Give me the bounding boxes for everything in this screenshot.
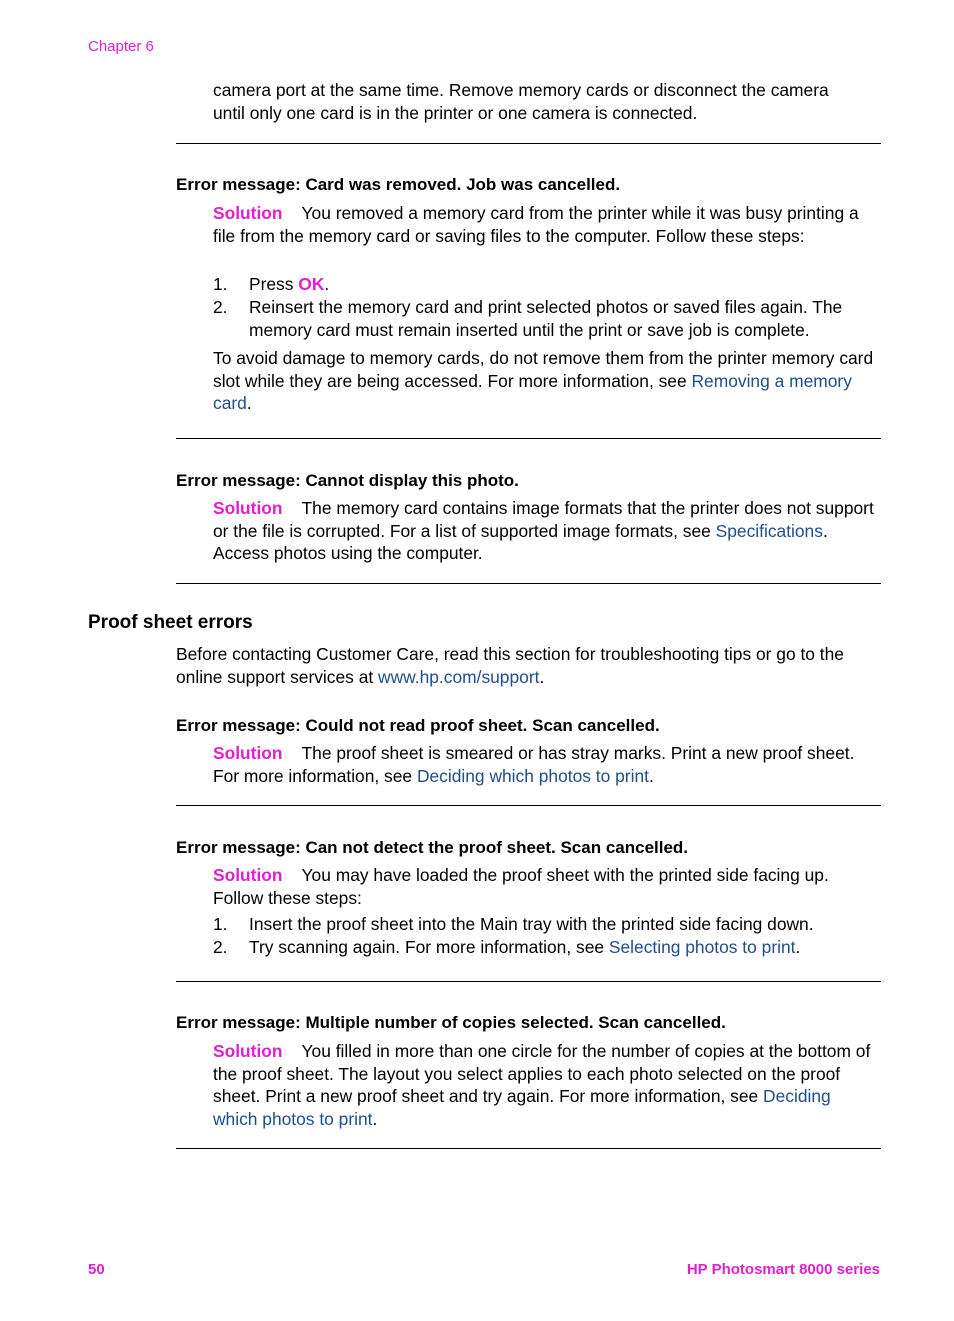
link-deciding-which-photos[interactable]: Deciding which photos to print: [213, 1086, 831, 1129]
solution-text-end: . Access photos using the computer.: [213, 520, 828, 563]
step-text: Press: [249, 274, 299, 294]
solution-text: The proof sheet is smeared or has stray marks. Print a new proof sheet. For more information, see: [213, 743, 855, 786]
list-item-press-ok: [249, 273, 879, 296]
solution-paragraph-cannot-display: [213, 497, 878, 565]
list-number: 1.: [213, 914, 228, 934]
page-number: 50: [88, 1261, 105, 1278]
section-title-proof-sheet-errors: Proof sheet errors: [88, 612, 253, 633]
solution-label: Solution: [213, 743, 283, 763]
error-heading-could-not-read: Error message: Could not read proof sheet. Scan cancelled.: [176, 716, 660, 735]
solution-text: You filled in more than one circle for the number of copies at the bottom of the proof sheet. The layout you select applies to each photo selected on the proof sheet. Print a new proof sheet and try again. For more information, see: [213, 1041, 871, 1106]
solution-text-end: .: [372, 1108, 378, 1129]
product-name: HP Photosmart 8000 series: [686, 1261, 880, 1278]
list-number: 2.: [213, 297, 228, 317]
intro-paragraph: [213, 79, 878, 124]
link-specifications[interactable]: Specifications: [715, 520, 823, 541]
link-deciding-which-photos[interactable]: Deciding which photos to print: [416, 765, 649, 786]
error-heading-can-not-detect: Error message: Can not detect the proof sheet. Scan cancelled.: [176, 838, 689, 857]
list-item-try-scanning: [249, 936, 879, 959]
divider: [176, 805, 881, 806]
step-text-end: .: [795, 937, 801, 957]
solution-label: Solution: [213, 1041, 283, 1061]
solution-paragraph-can-not-detect: [213, 864, 878, 909]
solution-text-end: .: [648, 765, 654, 786]
solution-paragraph-could-not-read: [213, 742, 878, 787]
intro-line-2: until only one card is in the printer or one camera is connected.: [213, 102, 698, 123]
error-heading-multiple-copies: Error message: Multiple number of copies selected. Scan cancelled.: [176, 1013, 726, 1032]
note-text-end: .: [246, 393, 252, 413]
list-number: 1.: [213, 274, 228, 294]
solution-label: Solution: [213, 865, 283, 885]
divider: [176, 981, 881, 982]
link-selecting-photos[interactable]: Selecting photos to print: [608, 937, 796, 957]
chapter-label: Chapter 6: [88, 38, 154, 55]
divider: [176, 1148, 881, 1149]
step-text: Try scanning again. For more information, see: [249, 937, 609, 957]
divider: [176, 583, 881, 584]
link-removing-memory-card[interactable]: Removing a memory card: [213, 370, 852, 413]
error-heading-cannot-display: Error message: Cannot display this photo.: [176, 471, 519, 490]
solution-paragraph-card-removed: [213, 202, 878, 247]
error-heading-card-removed: Error message: Card was removed. Job was cancelled.: [176, 175, 621, 194]
solution-label: Solution: [213, 203, 283, 223]
proof-intro-paragraph: [176, 643, 878, 688]
solution-text: You may have loaded the proof sheet with the printed side facing up. Follow these steps:: [213, 865, 829, 908]
solution-text: You removed a memory card from the printer while it was busy printing a file from the memory card or saving files to the computer. Follow these steps:: [213, 203, 859, 246]
ok-button-label: OK: [298, 274, 325, 294]
divider: [176, 143, 881, 144]
note-paragraph: [213, 347, 878, 415]
intro-line-1: camera port at the same time. Remove memory cards or disconnect the camera: [213, 80, 829, 100]
list-number: 2.: [213, 937, 228, 957]
note-text: To avoid damage to memory cards, do not remove them from the printer memory card slot while they are being accessed. For more information, see: [213, 348, 874, 391]
link-hp-support[interactable]: www.hp.com/support: [378, 666, 540, 687]
step-text-end: .: [324, 274, 330, 294]
proof-intro-text: Before contacting Customer Care, read this section for troubleshooting tips or go to the online support services at: [176, 644, 844, 687]
solution-text: The memory card contains image formats that the printer does not support or the file is corrupted. For a list of supported image formats, see: [213, 498, 874, 541]
divider: [176, 438, 881, 439]
solution-paragraph-multiple-copies: [213, 1040, 878, 1130]
solution-label: Solution: [213, 498, 283, 518]
proof-intro-end: .: [539, 666, 545, 687]
list-item-reinsert: Reinsert the memory card and print selected photos or saved files again. The memory card must remain inserted until the print or save job is complete.: [249, 297, 843, 340]
list-item-insert-proof-sheet: Insert the proof sheet into the Main tray with the printed side facing down.: [249, 914, 814, 934]
